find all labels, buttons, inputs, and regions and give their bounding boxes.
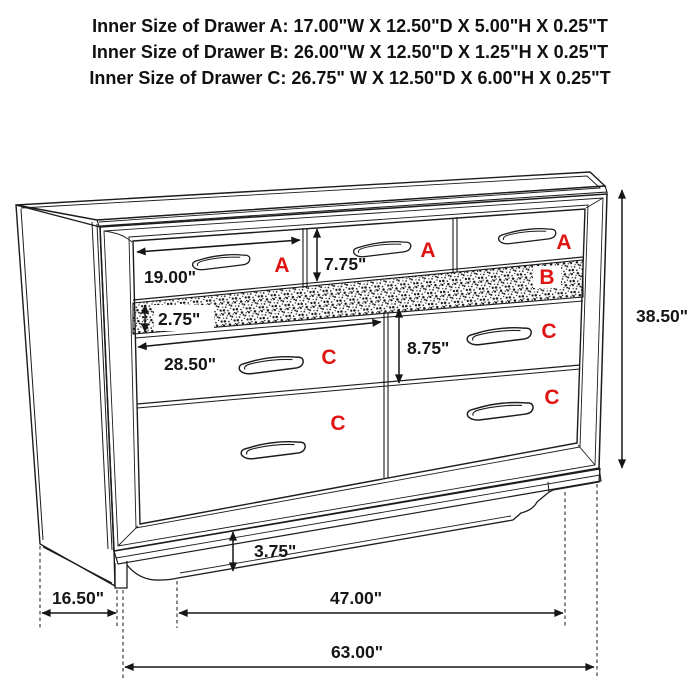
handle-drawer-c-bottom-right [467, 401, 534, 421]
dim-overall-width-label: 63.00" [330, 642, 384, 662]
drawer-letter-a2: A [420, 239, 436, 262]
drawer-letter-a1: A [274, 254, 290, 277]
divider-top-row-right [453, 217, 457, 273]
handle-drawer-c-bottom-left [241, 440, 306, 460]
dim-drawer-a-width-label: 19.00" [143, 267, 197, 287]
projection-lines [40, 484, 597, 678]
handle-drawer-a1 [192, 253, 250, 270]
dim-overall-height-label: 38.50" [636, 306, 689, 326]
divider-c-columns [384, 312, 388, 478]
front-left-leg [115, 561, 127, 588]
handle-drawer-c-middle-left [239, 355, 304, 375]
dim-overall-height [622, 190, 688, 468]
dim-leg-span-width [179, 588, 563, 613]
dim-drawer-a-height-label: 7.75" [324, 254, 367, 274]
dim-band-height [145, 305, 214, 332]
dim-drawer-c-width-label: 28.50" [163, 354, 217, 374]
dim-overall-width [125, 642, 594, 667]
inner-size-line-c: Inner Size of Drawer C: 26.75" W X 12.50"D X 6.00"H X 0.25"T [89, 68, 611, 88]
drawer-letter-c-bottom-right: C [544, 386, 560, 409]
dresser-left-side-panel [16, 205, 115, 586]
base-molding [114, 468, 601, 564]
drawer-letter-c-middle-left: C [321, 346, 337, 369]
dresser-base-and-legs [114, 468, 601, 588]
divider-top-row-left [303, 228, 307, 288]
drawer-letter-c-bottom-left: C [330, 412, 346, 435]
dim-foot-height-label: 3.75" [254, 541, 297, 561]
handle-drawer-c-middle-right [467, 326, 532, 346]
frame-miter-top-left [104, 231, 132, 242]
handle-drawer-a3 [498, 227, 556, 244]
drawer-letter-a3: A [556, 231, 572, 254]
drawer-letter-b: B [539, 266, 555, 289]
dim-drawer-c-height [399, 309, 449, 383]
frame-miter-top-right [586, 198, 603, 208]
dim-side-depth [42, 588, 116, 613]
drawer-handles [192, 227, 556, 459]
frame-miter-bottom-right [578, 445, 595, 465]
inner-size-line-b: Inner Size of Drawer B: 26.00"W X 12.50"D X 1.25"H X 0.25"T [91, 42, 609, 62]
dim-leg-span-width-label: 47.00" [329, 588, 383, 608]
drawer-letter-c-middle-right: C [541, 320, 557, 343]
dim-side-depth-label: 16.50" [51, 588, 105, 608]
dim-foot-height [233, 532, 296, 571]
dim-band-height-label: 2.75" [158, 309, 201, 329]
dim-drawer-c-height-label: 8.75" [407, 338, 450, 358]
dim-drawer-a-height [317, 229, 366, 281]
inner-size-line-a: Inner Size of Drawer A: 17.00"W X 12.50"D X 5.00"H X 0.25"T [92, 16, 608, 36]
